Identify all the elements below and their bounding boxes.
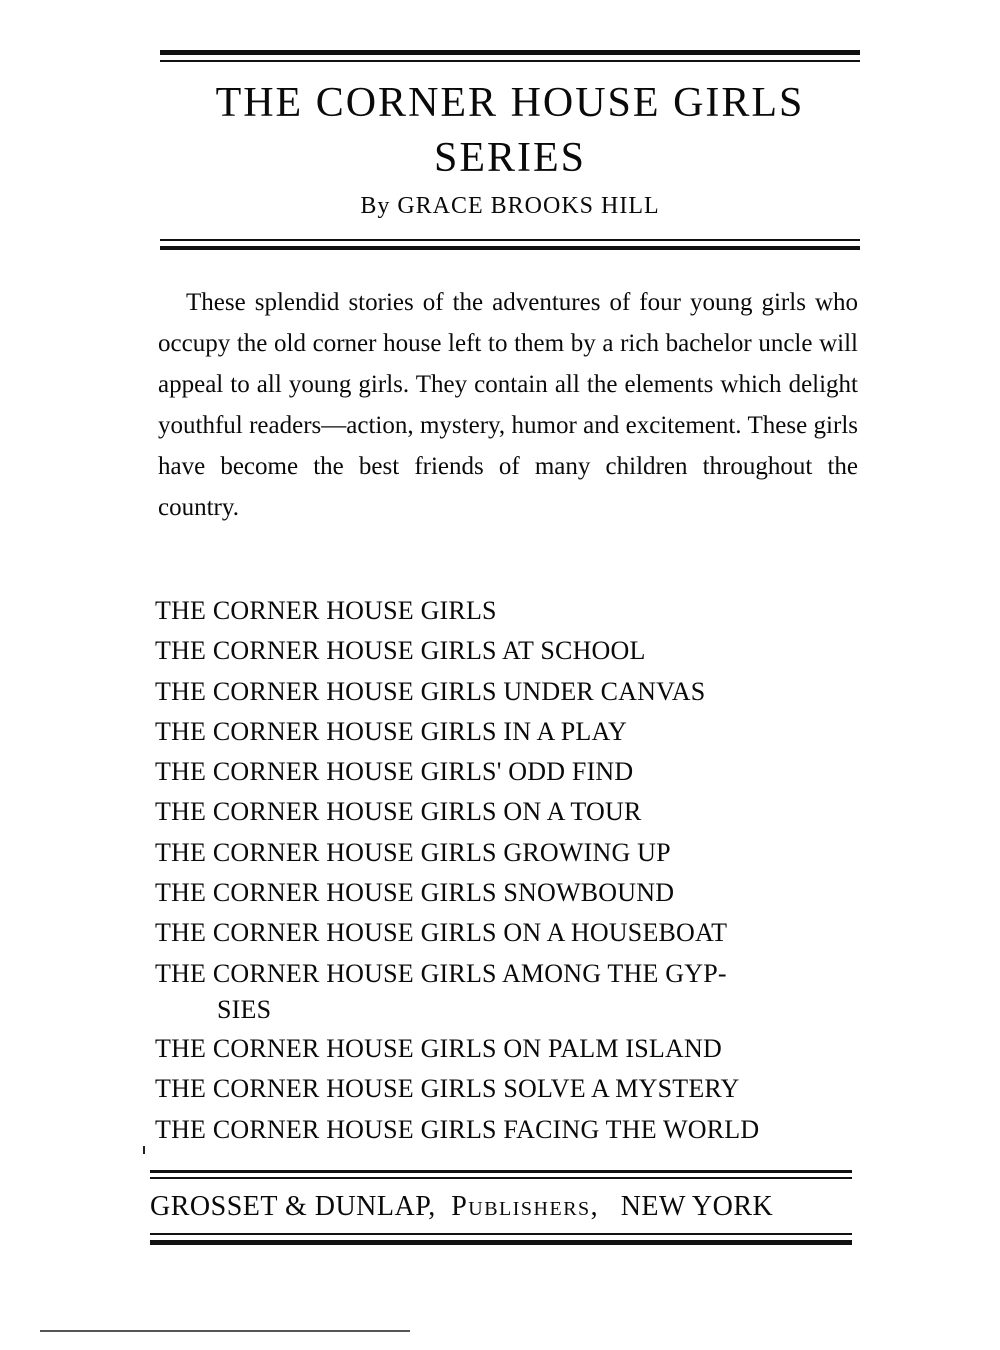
footer-rule-bottom-thick: [150, 1240, 852, 1245]
footer-rule-bottom-thin: [150, 1233, 852, 1235]
byline-rule-bottom: [160, 246, 860, 250]
title-list-item-continuation: SIES: [217, 994, 272, 1024]
title-list-item: THE CORNER HOUSE GIRLS' ODD FIND: [155, 757, 634, 787]
title-list-item: THE CORNER HOUSE GIRLS ON A HOUSEBOAT: [155, 918, 728, 948]
title-list-item: THE CORNER HOUSE GIRLS AT SCHOOL: [155, 636, 646, 666]
publisher-name: GROSSET & DUNLAP,: [150, 1191, 436, 1222]
title-list-item: THE CORNER HOUSE GIRLS FACING THE WORLD: [155, 1114, 760, 1144]
title-list-item: [155, 954, 875, 1026]
publisher-line: [150, 1191, 855, 1223]
footer-rule-top-thick: [150, 1170, 852, 1173]
top-rule-thick: [160, 50, 860, 55]
title-list-item: THE CORNER HOUSE GIRLS: [155, 596, 497, 625]
series-description: These splendid stories of the adventures of four young girls who occupy the old corner house left to them by a rich bachelor uncle will appeal to all young girls. They contain all the elements which delight youthful readers—action, mystery, humor and excitement. These girls have become the best friends of many children throughout the country.: [158, 289, 858, 521]
author-byline: By GRACE BROOKS HILL: [360, 193, 660, 219]
publisher-role: Publishers,: [451, 1191, 600, 1222]
footer-rule-top-thin: [150, 1177, 852, 1179]
series-title-line1: THE CORNER HOUSE GIRLS: [215, 80, 805, 126]
title-list: [155, 591, 875, 1150]
title-list-item-text: THE CORNER HOUSE GIRLS AMONG THE GYP-: [155, 958, 727, 988]
series-title-line2: SERIES: [433, 135, 587, 181]
byline-rule-top: [160, 239, 860, 241]
title-list-item: THE CORNER HOUSE GIRLS GROWING UP: [155, 837, 671, 867]
title-list-item: THE CORNER HOUSE GIRLS UNDER CANVAS: [155, 676, 706, 706]
title-list-item: THE CORNER HOUSE GIRLS ON PALM ISLAND: [155, 1033, 722, 1063]
title-list-item: THE CORNER HOUSE GIRLS ON A TOUR: [155, 797, 642, 827]
title-list-item: THE CORNER HOUSE GIRLS IN A PLAY: [155, 716, 628, 746]
publisher-city: NEW YORK: [620, 1191, 774, 1222]
title-list-item: THE CORNER HOUSE GIRLS SNOWBOUND: [155, 878, 675, 908]
title-list-item: THE CORNER HOUSE GIRLS SOLVE A MYSTERY: [155, 1074, 740, 1104]
scan-speck: [143, 1146, 145, 1154]
scan-edge-line: [40, 1330, 410, 1332]
top-rule-thin: [160, 60, 860, 62]
